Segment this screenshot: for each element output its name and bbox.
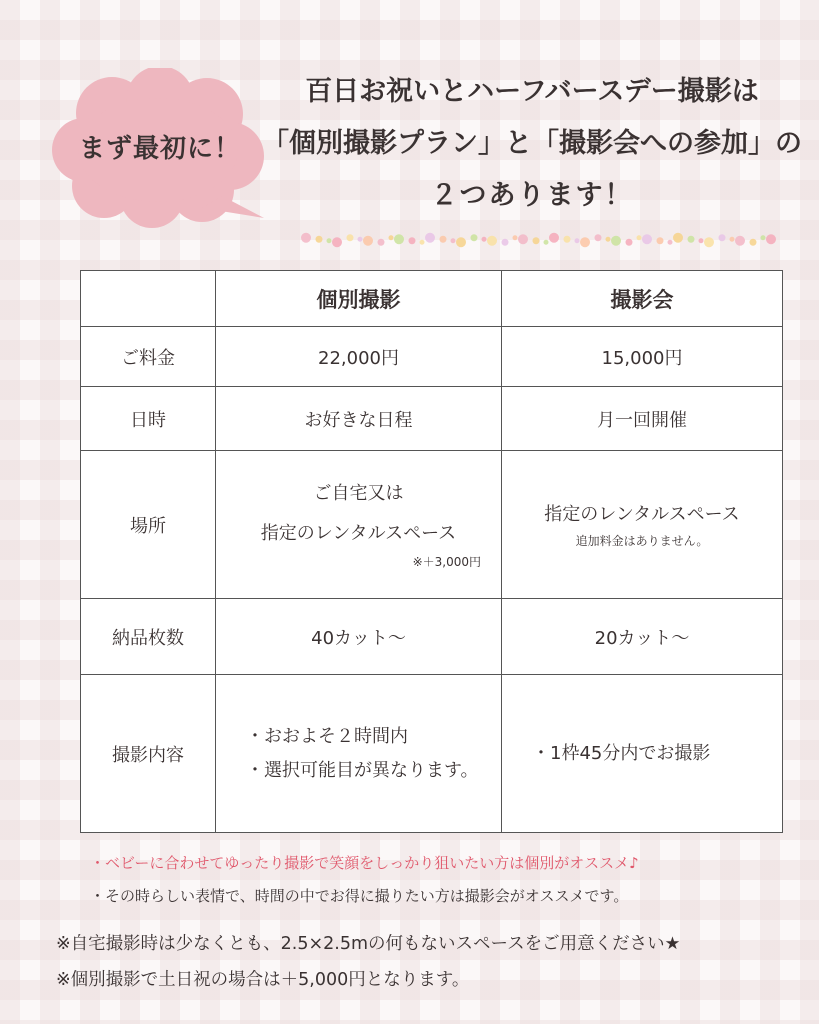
place-event [502,451,783,599]
content-event [502,675,783,833]
list-item: ・1枠45分内でお撮影 [532,742,711,764]
decorative-dot [533,237,540,244]
decorative-dot [544,240,549,245]
decorative-dot [394,234,404,244]
decorative-dot [657,237,664,244]
decorative-dot [440,236,447,243]
decorative-dot [409,237,416,244]
row-label-content: 撮影内容 [81,675,216,833]
tip-individual: ・ベビーに合わせてゆったり撮影で笑顔をしっかり狙いたい方は個別がオススメ♪ [90,854,639,872]
decorative-dot [642,234,652,244]
bubble-text: まず最初に！ [78,134,241,164]
decorative-dot [471,234,478,241]
decorative-dot [513,235,518,240]
decorative-dot [358,237,363,242]
decorative-dot [606,237,611,242]
content-event-list [502,737,782,771]
decorative-dot [611,236,621,246]
decorative-dot [626,239,633,246]
decorative-dot [730,237,735,242]
decorative-dot [704,237,714,247]
place-individual [216,451,502,599]
decorative-dot [564,236,571,243]
content-individual [216,675,502,833]
decorative-dot [688,236,695,243]
row-label-place: 場所 [81,451,216,599]
row-label-price: ご料金 [81,327,216,387]
place-event-note: 追加料金はありません。 [575,534,709,548]
table-row-price [81,327,783,387]
headline-line1: 百日お祝いとハーフバースデー撮影は [305,76,759,107]
decorative-dot [761,235,766,240]
decorative-dot [518,234,528,244]
decorative-dot [389,235,394,240]
decorative-dot [699,238,704,243]
note-space: ※自宅撮影時は少なくとも、2.5×2.5mの何もないスペースをご用意ください★ [56,934,681,954]
decorative-dot [451,238,456,243]
row-label-date: 日時 [81,387,216,451]
list-item: ・おおよそ２時間内 [246,725,408,747]
header-individual: 個別撮影 [216,271,502,327]
plan-comparison-table [80,270,783,833]
decorative-dot [502,239,509,246]
price-individual: 22,000円 [216,327,502,387]
price-event: 15,000円 [502,327,783,387]
header-event: 撮影会 [502,271,783,327]
decorative-dot [420,240,425,245]
count-individual: 40カット～ [216,599,502,675]
decorative-dot [549,233,559,243]
decorative-dot [301,233,311,243]
table-row-count [81,599,783,675]
decorative-dot [735,236,745,246]
place-individual-note: ※＋3,000円 [412,555,481,569]
decorative-dot [719,234,726,241]
decorative-dot [575,238,580,243]
headline-line3: ２つあります！ [430,180,634,211]
decorative-dot [332,237,342,247]
note-weekend: ※個別撮影で土日祝の場合は＋5,000円となります。 [56,970,470,990]
tip-event: ・その時らしい表情で、時間の中でお得に撮りたい方は撮影会がオススメです。 [90,887,629,905]
content-individual-list [216,720,501,788]
decorative-dot [580,237,590,247]
place-individual-line2: 指定のレンタルスペース [260,523,457,544]
place-event-line1: 指定のレンタルスペース [544,504,740,525]
decorative-dot [347,234,354,241]
decorative-dot [766,234,776,244]
count-event: 20カット～ [502,599,783,675]
decorative-dot [595,234,602,241]
headline-line2: 「個別撮影プラン」と「撮影会への参加」の [262,128,802,159]
table-row-content [81,675,783,833]
decorative-dot [673,233,683,243]
table-row-date [81,387,783,451]
row-label-count: 納品枚数 [81,599,216,675]
list-item: ・選択可能目が異なります。 [246,759,479,781]
decorative-dot [487,236,497,246]
decorative-dot [425,233,435,243]
corner-cell [81,271,216,327]
date-individual: お好きな日程 [216,387,502,451]
decorative-dot [327,238,332,243]
decorative-dot [668,240,673,245]
date-event: 月一回開催 [502,387,783,451]
decorative-dot [456,237,466,247]
decorative-dot [750,239,757,246]
table-header-row [81,271,783,327]
table-row-place [81,451,783,599]
decorative-dot [637,235,642,240]
decorative-dot [363,236,373,246]
decorative-dot [316,236,323,243]
decorative-dots [300,230,790,250]
decorative-dot [378,239,385,246]
place-individual-line1: ご自宅又は [313,483,404,504]
decorative-dot [482,237,487,242]
